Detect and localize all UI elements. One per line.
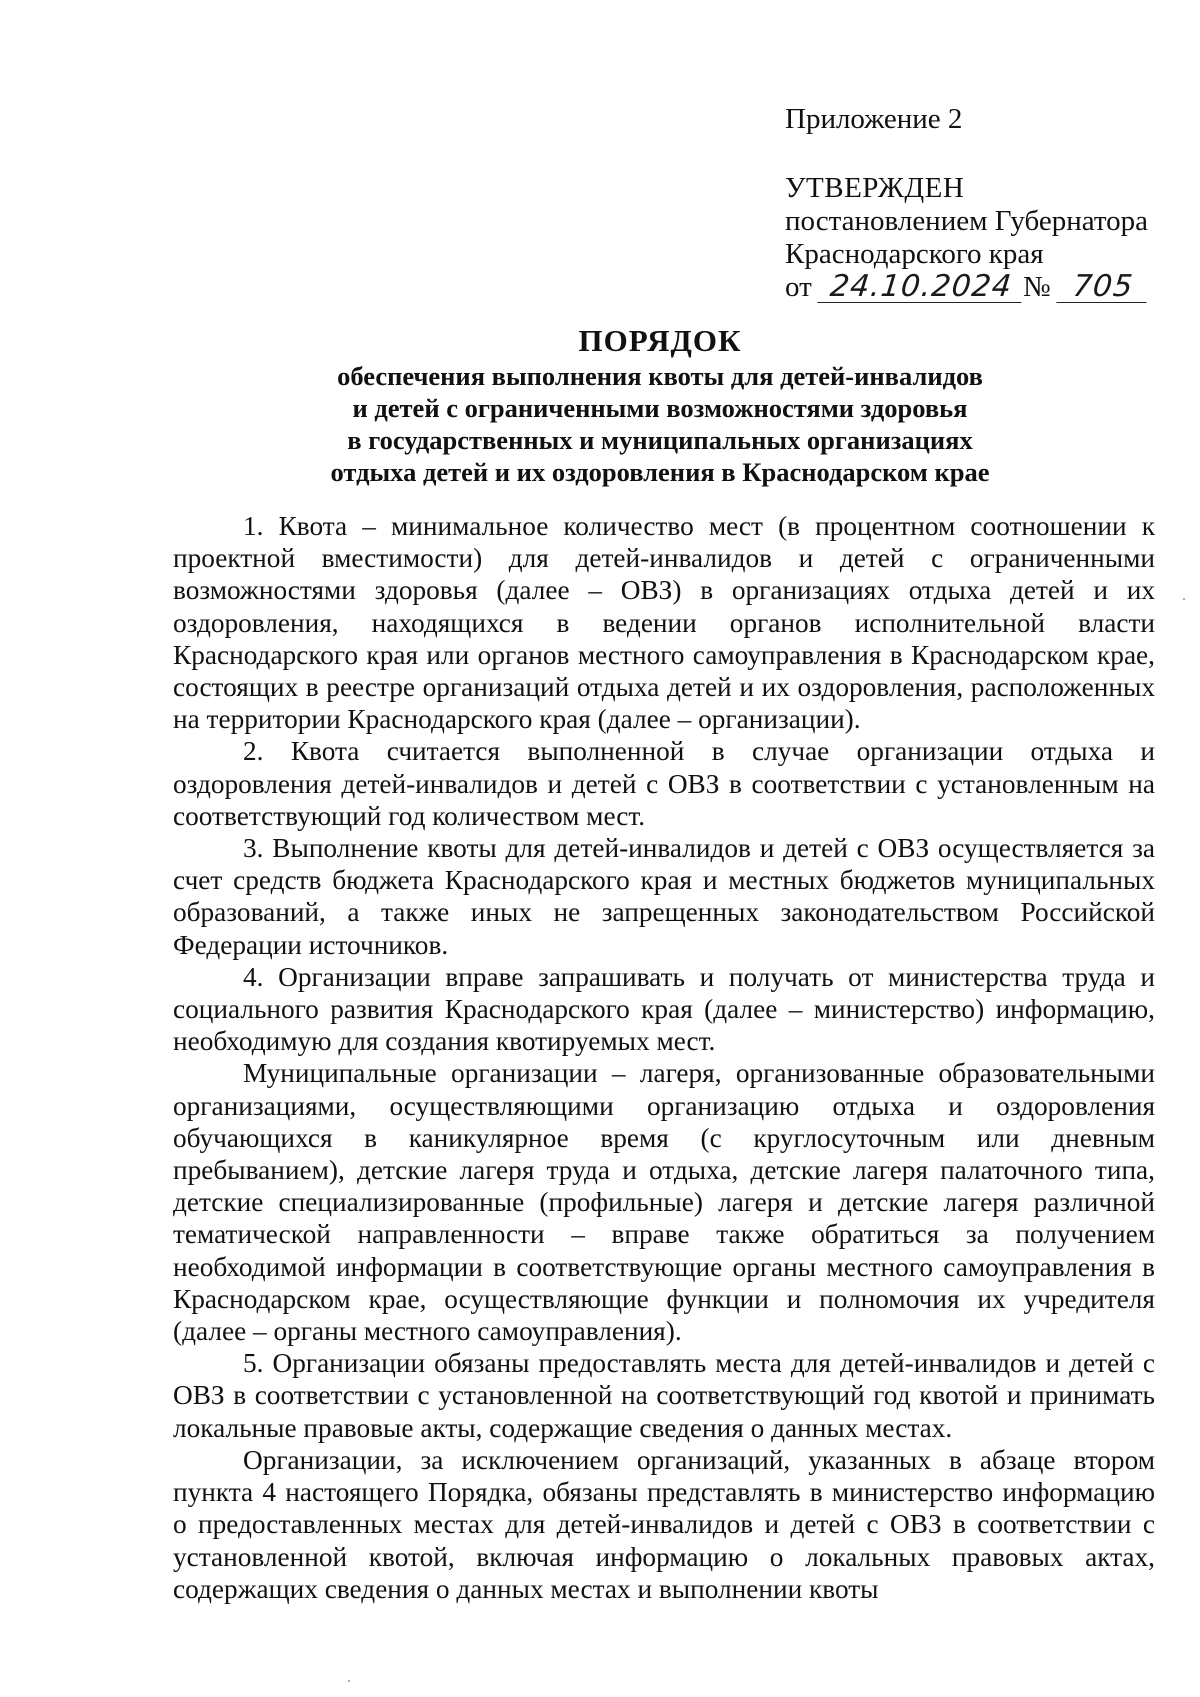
date-prefix: от	[785, 271, 812, 303]
handwritten-date: 24.10.2024	[817, 272, 1024, 303]
number-sign: №	[1023, 271, 1051, 303]
title-line: в государственных и муниципальных организациях	[347, 425, 973, 455]
paragraph-1: 1. Квота – минимальное количество мест (в процентном соотношении к проектной вместимости) для детей-инвалидов и детей с ограниченными возможностями здоровья (далее – ОВЗ) в организациях отдыха детей и их оздоровления, находящихся в ведении органов исполнительной власти Краснодарского края или органов местного самоуправления в Краснодарском крае, состоящих в реестре организаций отдыха детей и их оздоровления, расположенных на территории Краснодарского края (далее – организации).	[173, 511, 1155, 735]
approval-block	[785, 103, 1185, 304]
paragraph-3: 3. Выполнение квоты для детей-инвалидов и детей с ОВЗ осуществляется за счет средств бюджета Краснодарского края и местных бюджетов муниципальных образований, а также иных не запрещенных законодательством Российской Федерации источников.	[173, 833, 1155, 960]
title-line: и детей с ограниченными возможностями здоровья	[352, 393, 968, 423]
scan-speck	[348, 1680, 350, 1682]
approved-by-line: постановлением Губернатора	[785, 205, 1149, 237]
paragraph-4: 4. Организации вправе запрашивать и получать от министерства труда и социального развития Краснодарского края (далее – министерство) информацию, необходимую для создания квотируемых мест.	[173, 961, 1155, 1057]
paragraph-5: 5. Организации обязаны предоставлять места для детей-инвалидов и детей с ОВЗ в соответствии с установленной на соответствующий год квотой и принимать локальные правовые акты, содержащие сведения о данных местах.	[173, 1348, 1155, 1443]
document-title	[170, 322, 1150, 488]
region-line: Краснодарского края	[785, 238, 1044, 270]
paragraph-5-organizations: Организации, за исключением организаций, указанных в абзаце втором пункта 4 настоящего Порядка, обязаны представлять в министерство информацию о предоставленных местах для детей-инвалидов и детей с ОВЗ в соответствии с установленной квотой, включая информацию о локальных правовых актах, содержащих сведения о данных местах и выполнении квоты	[173, 1444, 1155, 1604]
title-line: отдыха детей и их оздоровления в Краснодарском крае	[330, 457, 990, 487]
title-main: ПОРЯДОК	[578, 323, 742, 358]
handwritten-number: 705	[1056, 272, 1149, 303]
approved-label: УТВЕРЖДЕН	[785, 172, 965, 204]
appendix-label: Приложение 2	[785, 103, 963, 135]
date-number-line	[785, 271, 1185, 304]
title-line: обеспечения выполнения квоты для детей-инвалидов	[337, 361, 983, 391]
scan-speck	[1183, 598, 1185, 600]
paragraph-2: 2. Квота считается выполненной в случае организации отдыха и оздоровления детей-инвалидов и детей с ОВЗ в соответствии с установленным на соответствующий год количеством мест.	[173, 736, 1155, 831]
document-body	[173, 510, 1155, 1605]
paragraph-4-municipal: Муниципальные организации – лагеря, организованные образовательными организациями, осуществляющими организацию отдыха и оздоровления обучающихся в каникулярное время (с круглосуточным или дневным пребыванием), детские лагеря труда и отдыха, детские лагеря палаточного типа, детские специализированные (профильные) лагеря и детские лагеря различной тематической направленности – вправе также обратиться за получением необходимой информации в соответствующие органы местного самоуправления в Краснодарском крае, осуществляющие функции и полномочия их учредителя (далее – органы местного самоуправления).	[173, 1058, 1155, 1347]
